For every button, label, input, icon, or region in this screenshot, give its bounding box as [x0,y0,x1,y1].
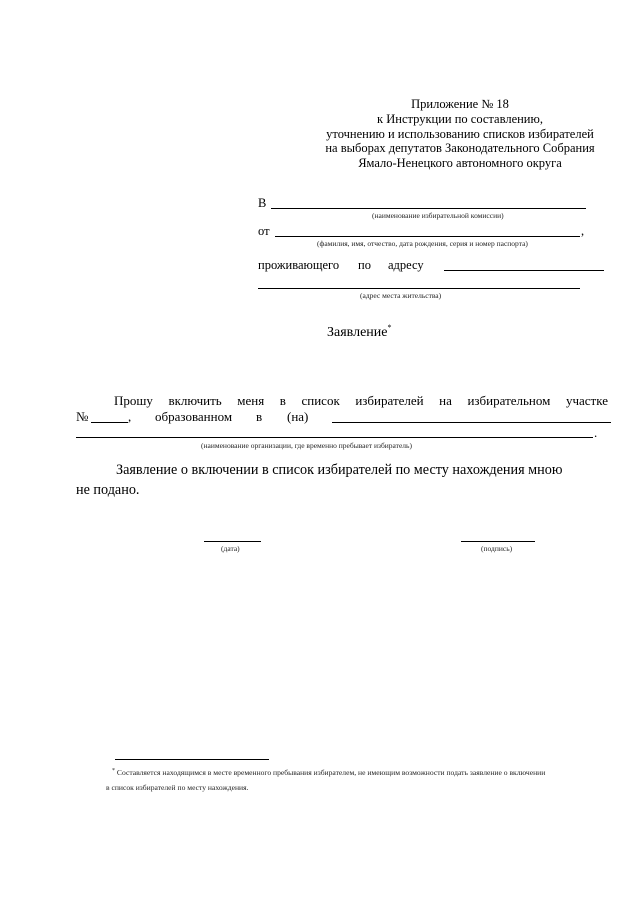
appendix-number: Приложение № 18 [411,97,509,111]
statement-line-1: Заявление о включении в список избирателей по месту нахождения мною [116,462,563,478]
footnote-mark: * [112,768,115,774]
residence-line-2[interactable] [258,288,580,289]
organization-caption: (наименование организации, где временно пребывает избиратель) [201,441,412,450]
footnote-text-1: Составляется находящимся в месте временного пребывания избирателем, не имеющим возможности подать заявление о включении [116,768,546,777]
request-word: участке [565,393,608,408]
request-word: включить [168,393,222,408]
statement-line-2: не подано. [76,482,140,498]
title-footnote-mark: * [387,323,392,332]
from-prefix: от [258,224,270,238]
precinct-number-prefix: № [76,409,89,424]
appendix-header [290,97,630,171]
request-line-1 [114,393,608,409]
organization-line-1[interactable] [332,422,611,423]
residence-caption: (адрес места жительства) [360,291,442,300]
footnote-line-1 [112,768,545,777]
appendix-line-3: уточнению и использованию списков избирателей [326,126,594,141]
from-comma: , [581,224,585,238]
precinct-comma: , [128,409,132,424]
request-word: избирательном [467,393,551,408]
request-word: Прошу [114,393,153,408]
to-prefix: В [258,196,267,210]
date-line[interactable] [204,541,261,542]
footnote-line-2 [106,783,248,792]
request-word: на [439,393,452,408]
organization-end-dot: . [594,425,598,440]
residence-word-1: проживающего [258,258,340,272]
document-title-text: Заявление [327,325,388,340]
appendix-line-2: к Инструкции по составлению, [377,111,543,126]
document-title [327,323,392,341]
precinct-number-line[interactable] [91,422,128,423]
footnote-separator [115,759,269,760]
footnote-text-2: в список избирателей по месту нахождения. [106,783,249,792]
residence-line-1[interactable] [444,270,604,271]
residence-word-3: адресу [388,258,424,272]
date-caption: (дата) [221,544,240,553]
formed-word: образованном [155,409,233,424]
na-word: (на) [287,409,309,424]
appendix-line-5: Ямало-Ненецкого автономного округа [358,156,562,171]
signature-caption: (подпись) [481,544,513,553]
request-word: меня [237,393,265,408]
organization-line-2[interactable] [76,437,593,438]
residence-word-2: по [358,258,371,272]
applicant-details-caption: (фамилия, имя, отчество, дата рождения, серия и номер паспорта) [317,239,528,248]
appendix-line-4: на выборах депутатов Законодательного Собрания [325,141,595,156]
v-word: в [256,409,263,424]
request-word: в [279,393,286,408]
signature-line[interactable] [461,541,535,542]
applicant-details-line[interactable] [275,236,580,237]
commission-name-line[interactable] [271,208,586,209]
request-word: избирателей [355,393,424,408]
request-word: список [301,393,340,408]
commission-name-caption: (наименование избирательной комиссии) [372,211,504,220]
